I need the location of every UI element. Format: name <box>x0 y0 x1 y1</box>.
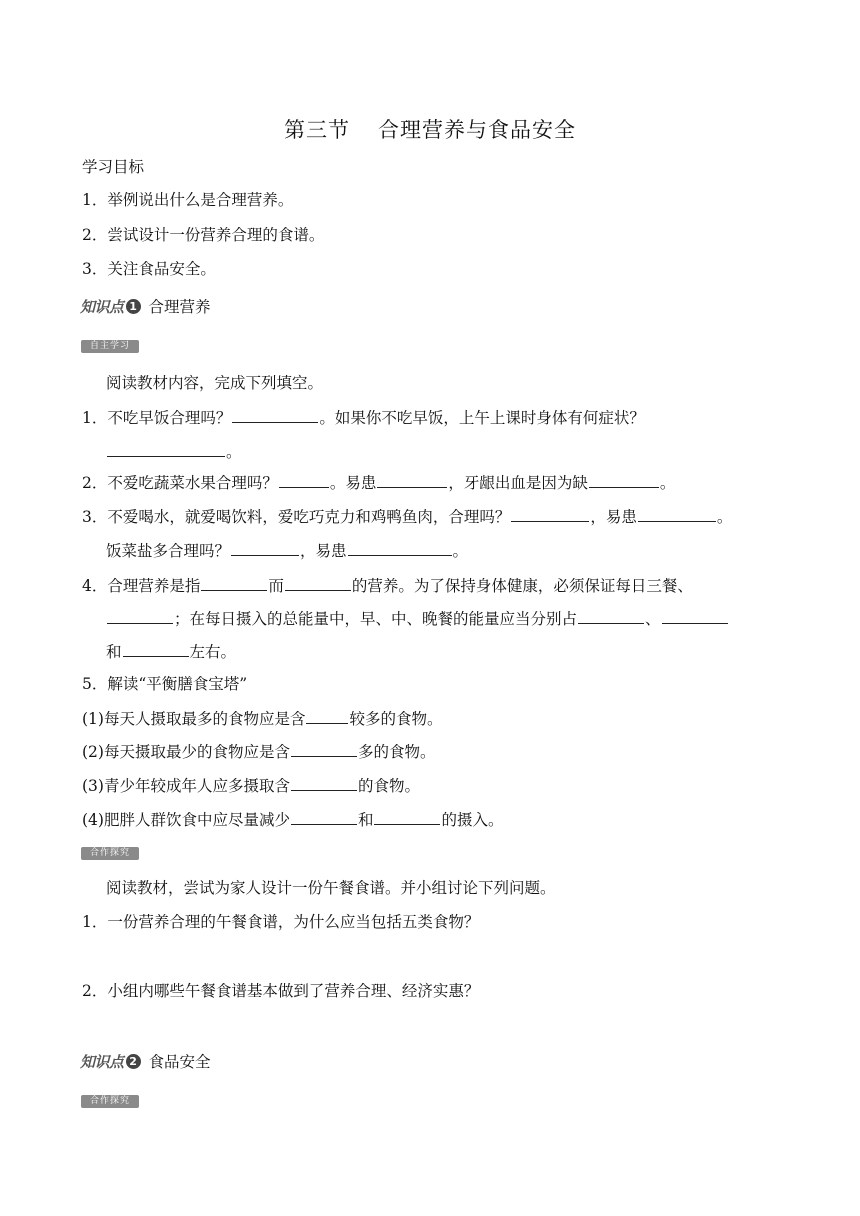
knowledge-point-number-badge: 1 <box>126 299 141 314</box>
reading-instruction-2: 阅读教材，尝试为家人设计一份午餐食谱。并小组讨论下列问题。 <box>106 879 556 897</box>
knowledge-point-1-header <box>80 295 211 317</box>
self-study-tag: 自主学习 <box>81 340 139 353</box>
objective-item: 2．尝试设计一份营养合理的食谱。 <box>82 226 325 244</box>
answer-blank[interactable] <box>638 505 716 522</box>
cooperative-inquiry-tag: 合作探究 <box>81 1095 139 1108</box>
answer-blank[interactable] <box>291 774 357 791</box>
answer-blank[interactable] <box>589 471 659 488</box>
knowledge-point-title: 合理营养 <box>148 298 211 316</box>
knowledge-point-label: 知识点 <box>80 1052 124 1071</box>
answer-blank[interactable] <box>123 640 189 657</box>
section-title: 合理营养与食品安全 <box>378 118 576 142</box>
question-1-continued: 。 <box>106 440 242 463</box>
question-4: 4．合理营养是指 而 的营养。为了保持身体健康，必须保证每日三餐、 <box>82 574 693 597</box>
knowledge-point-label: 知识点 <box>80 297 124 316</box>
answer-blank[interactable] <box>285 574 351 591</box>
answer-blank[interactable] <box>279 471 329 488</box>
discussion-question-2: 2．小组内哪些午餐食谱基本做到了营养合理、经济实惠？ <box>82 982 480 1000</box>
answer-blank[interactable] <box>232 406 318 423</box>
objectives-heading: 学习目标 <box>82 158 145 176</box>
answer-blank[interactable] <box>348 539 452 556</box>
answer-blank[interactable] <box>578 607 644 624</box>
section-number: 第三节 <box>284 118 350 142</box>
answer-blank[interactable] <box>231 539 299 556</box>
objective-item: 3．关注食品安全。 <box>82 260 216 278</box>
answer-blank[interactable] <box>291 740 357 757</box>
question-5-sub-4: (4)肥胖人群饮食中应尽量减少 和 的摄入。 <box>82 808 504 831</box>
question-5-heading: 5．解读“平衡膳食宝塔” <box>82 675 248 693</box>
answer-blank[interactable] <box>107 607 173 624</box>
answer-blank[interactable] <box>377 471 447 488</box>
answer-blank[interactable] <box>374 808 440 825</box>
answer-blank[interactable] <box>107 440 225 457</box>
question-1: 1．不吃早饭合理吗？ 。如果你不吃早饭，上午上课时身体有何症状？ <box>82 406 645 429</box>
question-5-sub-2: (2)每天摄取最少的食物应是含 多的食物。 <box>82 740 435 763</box>
answer-blank[interactable] <box>511 505 589 522</box>
reading-instruction: 阅读教材内容，完成下列填空。 <box>106 374 324 392</box>
answer-blank[interactable] <box>201 574 267 591</box>
discussion-question-1: 1．一份营养合理的午餐食谱，为什么应当包括五类食物？ <box>82 913 480 931</box>
answer-blank[interactable] <box>662 607 728 624</box>
knowledge-point-2-header <box>80 1050 211 1072</box>
question-4-continued-2: 和 左右。 <box>106 640 236 663</box>
page-title <box>0 114 860 144</box>
question-3-continued: 饭菜盐多合理吗？ ，易患 。 <box>106 539 468 562</box>
question-5-sub-3: (3)青少年较成年人应多摄取含 的食物。 <box>82 774 420 797</box>
knowledge-point-title: 食品安全 <box>148 1053 211 1071</box>
question-2: 2．不爱吃蔬菜水果合理吗？ 。易患 ，牙龈出血是因为缺 。 <box>82 471 675 494</box>
answer-blank[interactable] <box>306 707 348 724</box>
objective-item: 1．举例说出什么是合理营养。 <box>82 191 294 209</box>
question-5-sub-1: (1)每天人摄取最多的食物应是含 较多的食物。 <box>82 707 442 730</box>
answer-blank[interactable] <box>291 808 357 825</box>
question-4-continued: ；在每日摄入的总能量中，早、中、晚餐的能量应当分别占 、 <box>106 607 729 630</box>
cooperative-inquiry-tag: 合作探究 <box>81 847 139 860</box>
knowledge-point-number-badge: 2 <box>126 1054 141 1069</box>
question-3: 3．不爱喝水，就爱喝饮料，爱吃巧克力和鸡鸭鱼肉，合理吗？ ，易患 。 <box>82 505 732 528</box>
